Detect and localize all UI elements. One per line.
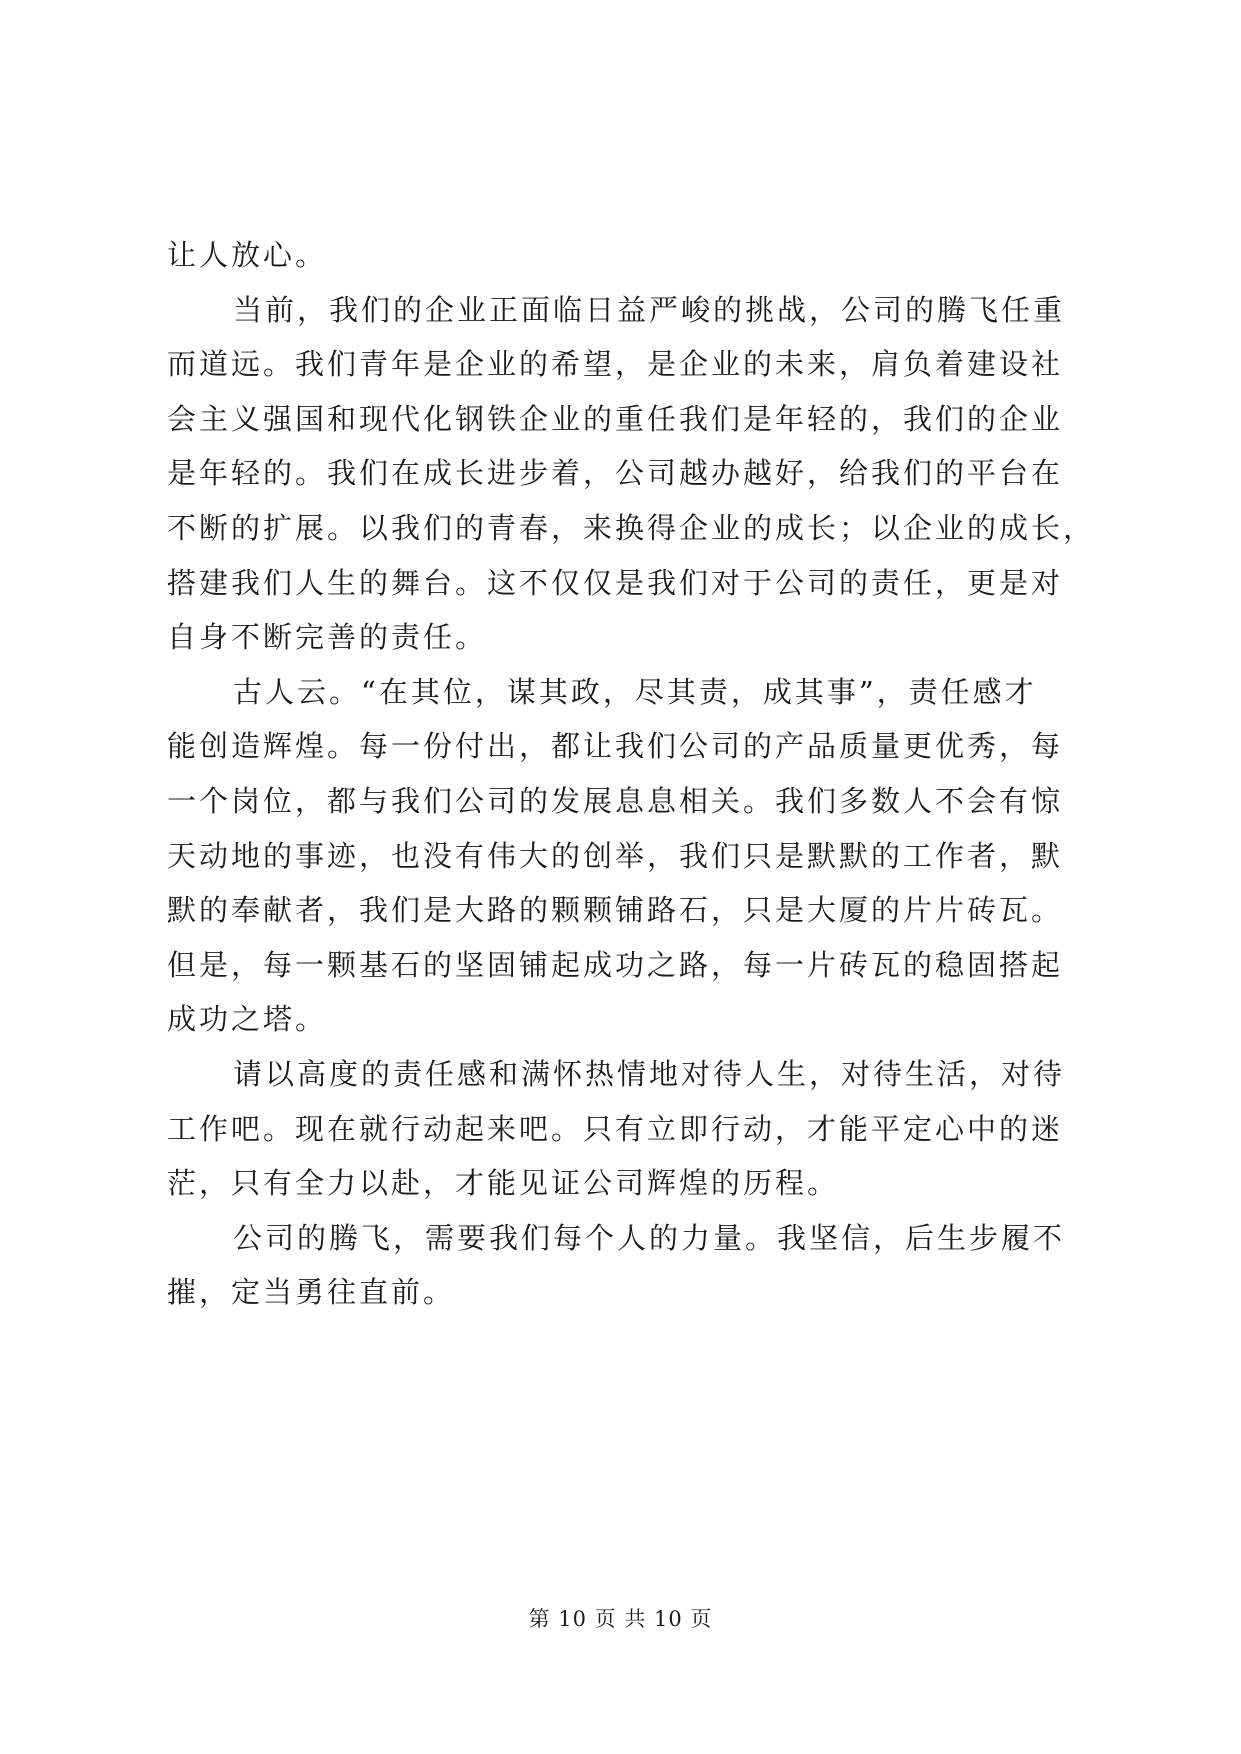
text-line: 成功之塔。 [167, 1002, 328, 1037]
text-line: 工作吧。现在就行动起来吧。只有立即行动，才能平定心中的迷 [167, 1111, 1064, 1146]
text-line: 天动地的事迹，也没有伟大的创举，我们只是默默的工作者，默 [167, 838, 1064, 873]
page-number-footer: 第 10 页 共 10 页 [528, 1607, 713, 1631]
text-line: 搭建我们人生的舞台。这不仅仅是我们对于公司的责任，更是对 [167, 565, 1064, 600]
text-line: 当前，我们的企业正面临日益严峻的挑战，公司的腾飞任重 [233, 292, 1066, 327]
text-line: 默的奉献者，我们是大路的颗颗铺路石，只是大厦的片片砖瓦。 [167, 893, 1064, 928]
text-line: 是年轻的。我们在成长进步着，公司越办越好，给我们的平台在 [167, 456, 1064, 491]
text-line: 但是，每一颗基石的坚固铺起成功之路，每一片砖瓦的稳固搭起 [167, 947, 1064, 982]
text-line: 会主义强国和现代化钢铁企业的重任我们是年轻的，我们的企业 [167, 401, 1064, 436]
text-line: 公司的腾飞，需要我们每个人的力量。我坚信，后生步履不 [233, 1220, 1066, 1255]
text-line: 而道远。我们青年是企业的希望，是企业的未来，肩负着建设社 [167, 347, 1064, 382]
document-body [167, 228, 1096, 1320]
text-line: 能创造辉煌。每一份付出，都让我们公司的产品质量更优秀，每 [167, 729, 1064, 764]
text-line: 自身不断完善的责任。 [167, 620, 488, 655]
text-line: 一个岗位，都与我们公司的发展息息相关。我们多数人不会有惊 [167, 783, 1064, 818]
text-line: 让人放心。 [167, 238, 328, 272]
text-line: 不断的扩展。以我们的青春，来换得企业的成长；以企业的成长， [167, 510, 1096, 545]
text-line: 茫，只有全力以赴，才能见证公司辉煌的历程。 [167, 1166, 840, 1201]
text-line: 请以高度的责任感和满怀热情地对待人生，对待生活，对待 [233, 1056, 1066, 1091]
text-line: 摧，定当勇往直前。 [167, 1275, 456, 1310]
text-line: 古人云。“在其位，谋其政，尽其责，成其事”，责任感才 [233, 674, 1037, 709]
